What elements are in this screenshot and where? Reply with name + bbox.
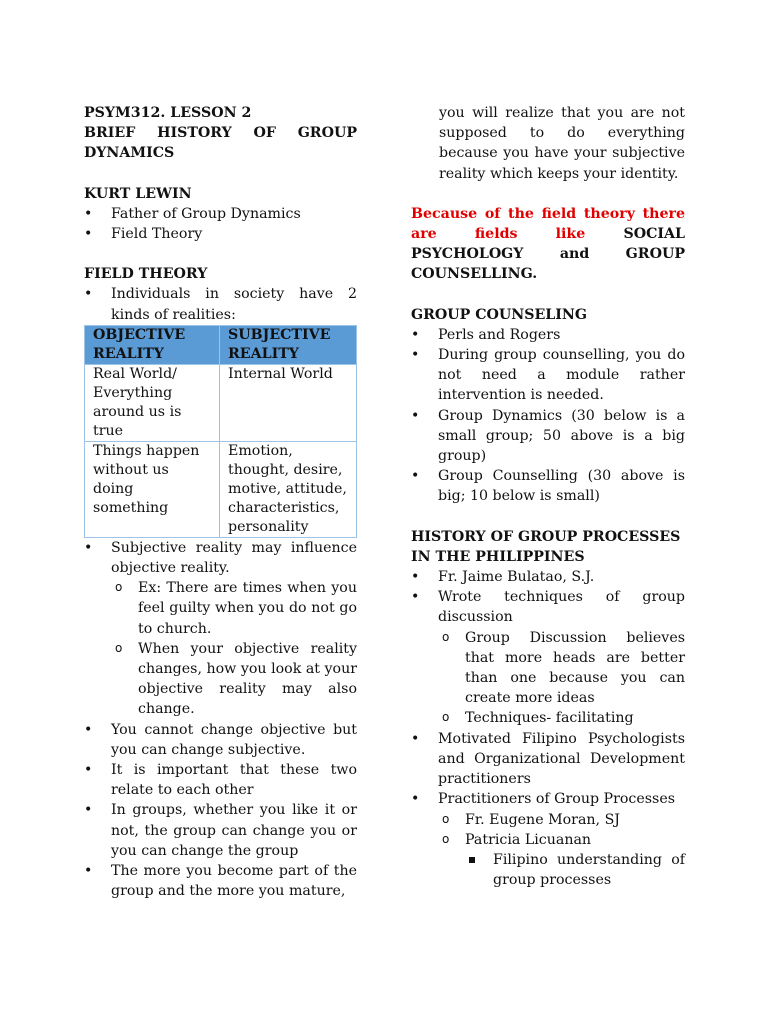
list-item: • It is important that these two relate to each other	[84, 760, 357, 800]
list-item: • The more you become part of the group and the more you mature,	[84, 861, 357, 901]
field-theory-list	[84, 284, 357, 324]
section-heading-group-counseling: GROUP COUNSELING	[411, 306, 587, 323]
kurt-lewin-list	[84, 204, 357, 244]
sub-sub-list	[465, 850, 685, 890]
list-item: • Field Theory	[84, 224, 357, 244]
section-heading-field-theory: FIELD THEORY	[84, 266, 208, 283]
sub-list	[439, 810, 685, 891]
sub-list-item: o When your objective reality changes, how you look at your objective reality may also change.	[112, 639, 357, 720]
list-item: • You cannot change objective but you can change subjective.	[84, 720, 357, 760]
lesson-title-line2: DYNAMICS	[84, 145, 175, 162]
section-heading-kurt-lewin: KURT LEWIN	[84, 185, 192, 202]
table-cell: Things happen without us doing something	[85, 441, 220, 537]
section-heading-history: HISTORY OF GROUP PROCESSES IN THE PHILIPPINES	[411, 528, 681, 565]
group-counseling-list	[411, 325, 685, 507]
table-header-row	[85, 325, 357, 364]
list-item: • Fr. Jaime Bulatao, S.J.	[411, 567, 685, 587]
list-item: • Perls and Rogers	[411, 325, 685, 345]
table-header-cell: OBJECTIVE REALITY	[85, 325, 220, 364]
list-item: • Group Dynamics (30 below is a small group; 50 above is a big group)	[411, 406, 685, 467]
sub-list-item: o Fr. Eugene Moran, SJ	[439, 810, 685, 830]
table-cell: Internal World	[220, 364, 357, 441]
list-item-text: Subjective reality may influence objective reality.	[111, 539, 357, 577]
sub-sub-list-item: Filipino understanding of group processes	[465, 850, 685, 890]
fields-paragraph	[411, 204, 685, 285]
list-item-text: Practitioners of Group Processes	[438, 791, 675, 808]
table-header-cell: SUBJECTIVE REALITY	[220, 325, 357, 364]
course-title: PSYM312. LESSON 2	[84, 105, 252, 121]
title-word: BRIEF	[84, 125, 136, 142]
list-item-text: Wrote techniques of group discussion	[438, 589, 685, 626]
list-item: • Group Counselling (30 above is big; 10 below is small)	[411, 466, 685, 506]
list-item	[84, 538, 357, 720]
sub-list-item	[439, 830, 685, 891]
right-column	[411, 103, 685, 890]
table-row	[85, 441, 357, 537]
list-item: • In groups, whether you like it or not, the group can change you or you can change the group	[84, 800, 357, 861]
continued-text: you will realize that you are not supposed to do everything because you have your subjective reality which keeps your identity.	[439, 105, 685, 182]
sub-list	[439, 628, 685, 729]
list-item	[411, 789, 685, 890]
table-row	[85, 364, 357, 441]
fields-text: SOCIAL PSYCHOLOGY and GROUP COUNSELLING.	[411, 226, 685, 283]
table-cell: Real World/ Everything around us is true	[85, 364, 220, 441]
list-item: • Father of Group Dynamics	[84, 204, 357, 224]
history-list	[411, 567, 685, 890]
fields-highlight: Because of the field theory there are fields like	[411, 205, 685, 243]
subjective-list	[84, 538, 357, 902]
lesson-title-line1	[84, 123, 357, 143]
sub-list-item-text: Patricia Licuanan	[465, 831, 592, 848]
sub-list-item: o Ex: There are times when you feel guilty when you do not go to church.	[112, 578, 357, 639]
sub-list-item: o Group Discussion believes that more heads are better than one because you can create more ideas	[439, 628, 685, 709]
sub-list	[112, 578, 357, 719]
title-word: GROUP	[297, 125, 357, 142]
list-item: • During group counselling, you do not need a module rather intervention is needed.	[411, 345, 685, 406]
table-cell: Emotion, thought, desire, motive, attitude, characteristics, personality	[220, 441, 357, 537]
title-word: OF	[253, 125, 276, 142]
list-item: • Motivated Filipino Psychologists and Organizational Development practitioners	[411, 729, 685, 790]
left-column	[84, 103, 357, 901]
sub-list-item: o Techniques- facilitating	[439, 708, 685, 728]
list-item	[411, 587, 685, 728]
list-item: • Individuals in society have 2 kinds of realities:	[84, 284, 357, 324]
title-word: HISTORY	[157, 125, 232, 142]
realities-table	[84, 325, 357, 538]
